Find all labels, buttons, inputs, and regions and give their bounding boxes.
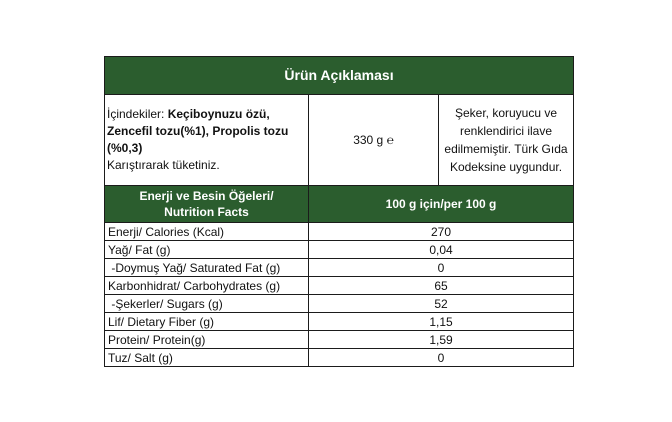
table-row	[105, 331, 574, 349]
additive-note: Şeker, koruyucu ve renklendirici ilave edilmemiştir. Türk Gıda Kodeksine uygundur.	[444, 106, 568, 174]
table-row	[105, 277, 574, 295]
table-row	[105, 349, 574, 367]
description-row	[105, 95, 574, 186]
table-row	[105, 313, 574, 331]
nutrient-value: 1,59	[309, 331, 574, 349]
table-row	[105, 223, 574, 241]
table-title: Ürün Açıklaması	[105, 57, 574, 95]
nutrient-label: Enerji/ Calories (Kcal)	[105, 223, 309, 241]
nutrient-label: Lif/ Dietary Fiber (g)	[105, 313, 309, 331]
nutrient-value: 52	[309, 295, 574, 313]
ingredients-cell	[105, 95, 309, 186]
nutrient-value: 1,15	[309, 313, 574, 331]
nutrient-label: Karbonhidrat/ Carbohydrates (g)	[105, 277, 309, 295]
usage-instruction: Karıştırarak tüketiniz.	[107, 158, 220, 172]
table-row	[105, 241, 574, 259]
nutrient-value: 0	[309, 259, 574, 277]
net-weight-cell	[309, 95, 439, 186]
nutrient-value: 0,04	[309, 241, 574, 259]
nutrient-label: Tuz/ Salt (g)	[105, 349, 309, 367]
nutrition-header-row	[105, 186, 574, 223]
nutrient-value: 0	[309, 349, 574, 367]
product-info-table	[104, 56, 574, 367]
net-weight: 330 g ℮	[353, 132, 394, 147]
nutrition-header-line2: Nutrition Facts	[164, 205, 249, 219]
ingredients-list: Keçiboynuzu özü, Zencefil tozu(%1), Propolis tozu (%0,3)	[107, 107, 289, 155]
nutrition-header-value: 100 g için/per 100 g	[309, 186, 574, 223]
nutrient-label: -Şekerler/ Sugars (g)	[105, 295, 309, 313]
title-row	[105, 57, 574, 95]
nutrient-value: 270	[309, 223, 574, 241]
table-row	[105, 295, 574, 313]
nutrient-label: Yağ/ Fat (g)	[105, 241, 309, 259]
product-info-table-wrapper	[104, 56, 573, 367]
additive-note-cell	[439, 95, 574, 186]
table-row	[105, 259, 574, 277]
nutrient-value: 65	[309, 277, 574, 295]
nutrition-header-line1: Enerji ve Besin Öğeleri/	[139, 189, 274, 203]
nutrition-header-label	[105, 186, 309, 223]
nutrient-label: -Doymuş Yağ/ Saturated Fat (g)	[105, 259, 309, 277]
nutrient-label: Protein/ Protein(g)	[105, 331, 309, 349]
ingredients-prefix: İçindekiler:	[107, 107, 168, 121]
